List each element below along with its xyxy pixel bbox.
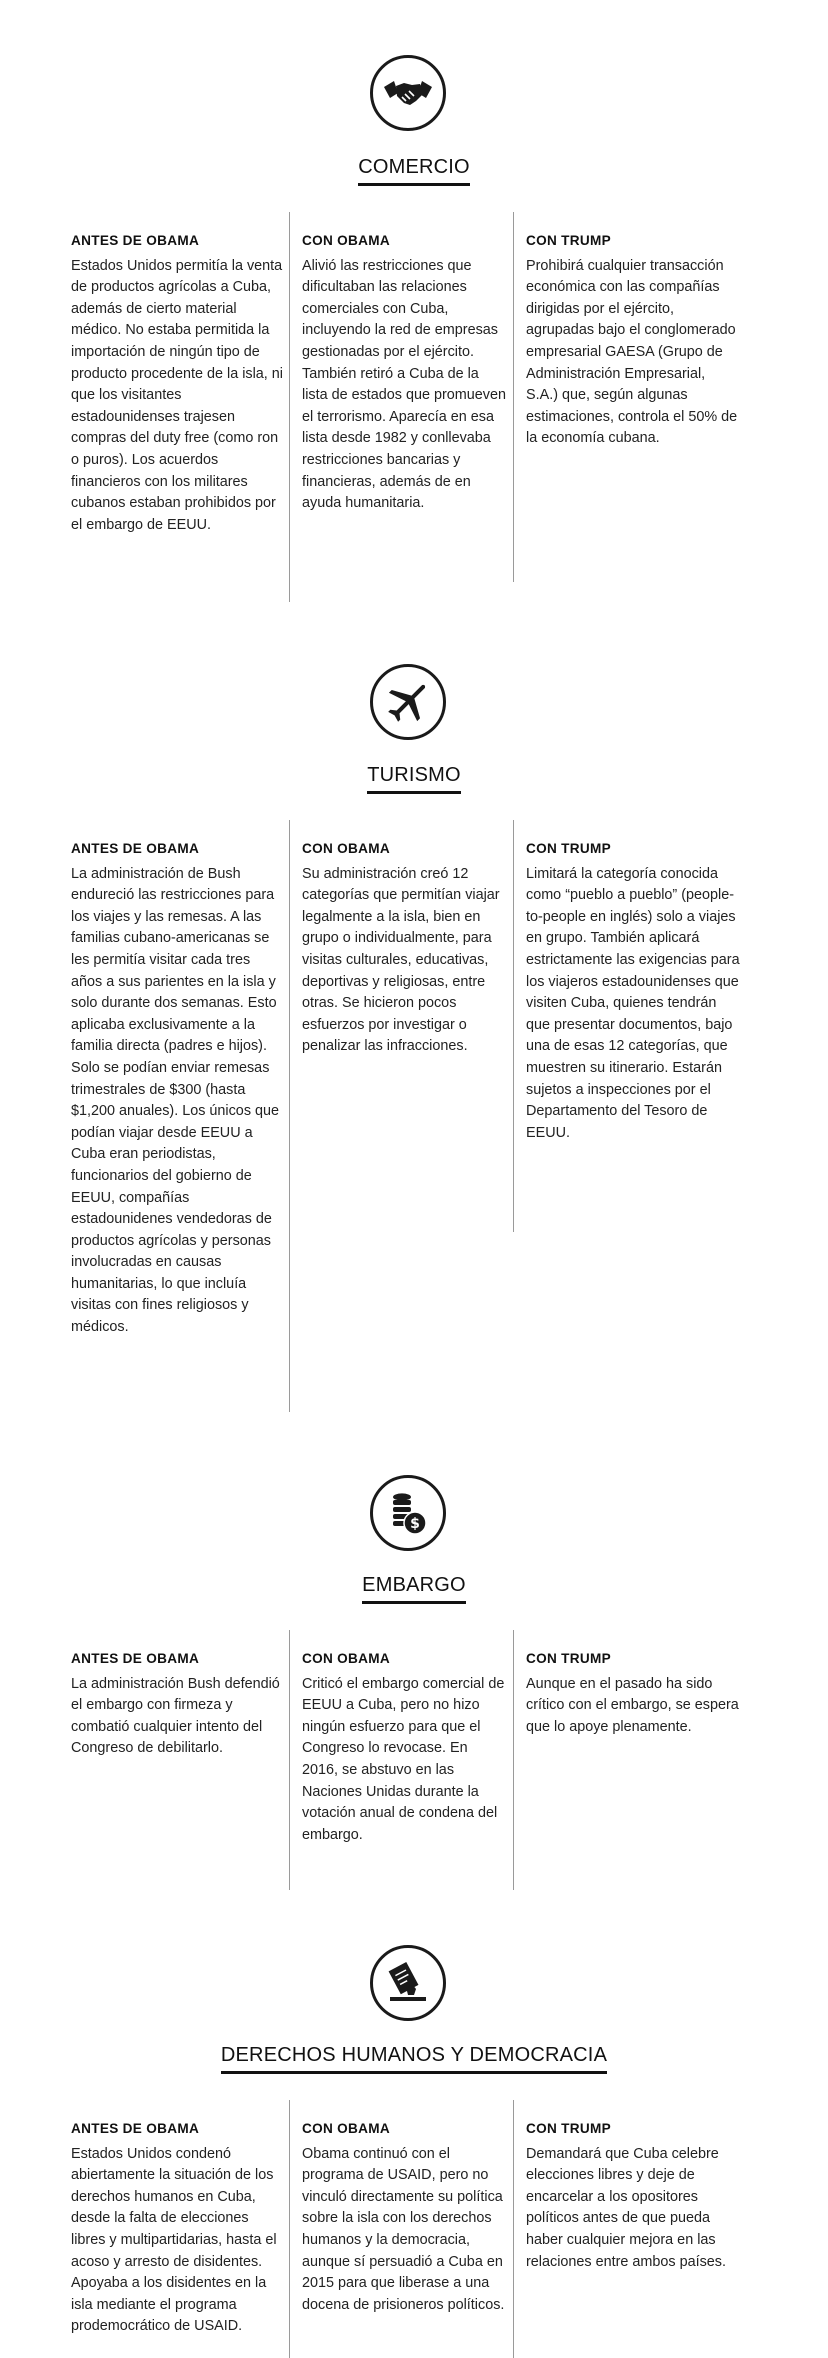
column-antes-de-obama xyxy=(71,838,285,1339)
column-text: Aunque en el pasado ha sido crítico con el embargo, se espera que lo apoye plenamente. xyxy=(526,1675,739,1735)
column-divider xyxy=(513,2100,514,2358)
svg-text:$: $ xyxy=(410,1516,420,1532)
column-heading: CON OBAMA xyxy=(302,841,391,856)
column-text: La administración Bush defendió el embargo con firmeza y combatió cualquier intento del Congreso de debilitarlo. xyxy=(71,1675,280,1757)
column-heading: ANTES DE OBAMA xyxy=(71,841,200,856)
airplane-icon xyxy=(370,664,446,740)
coins-dollar-icon xyxy=(370,1475,446,1551)
column-con-trump xyxy=(526,1648,740,1738)
column-divider xyxy=(513,1630,514,1890)
column-divider xyxy=(513,820,514,1232)
column-divider xyxy=(289,212,290,602)
column-con-obama xyxy=(302,230,507,515)
column-text: Alivió las restricciones que dificultaban las relaciones comerciales con Cuba, incluyendo la red de empresas gestionadas por el ejército. También retiró a Cuba de la lista de estados que promueven el terrorismo. Aparecía en esa lista desde 1982 y conllevaba restricciones bancarias y financieras, además de en ayuda humanitaria. xyxy=(302,257,506,512)
section-title: EMBARGO xyxy=(0,1574,828,1604)
column-divider xyxy=(289,2100,290,2358)
section-title: COMERCIO xyxy=(0,156,828,186)
section-title: DERECHOS HUMANOS Y DEMOCRACIA xyxy=(0,2044,828,2074)
column-con-trump xyxy=(526,838,740,1144)
column-text: Su administración creó 12 categorías que permitían viajar legalmente a la isla, bien en grupo o individualmente, para visitas culturales, educativas, deportivas y religiosas, entre otras. Se hicieron pocos esfuerzos por investigar o penalizar las infracciones. xyxy=(302,865,500,1055)
column-heading: CON TRUMP xyxy=(526,841,612,856)
column-con-obama xyxy=(302,838,507,1058)
column-con-trump xyxy=(526,2118,740,2273)
column-con-trump xyxy=(526,230,740,450)
column-heading: ANTES DE OBAMA xyxy=(71,2121,200,2136)
section-title: TURISMO xyxy=(0,764,828,794)
handshake-icon xyxy=(370,55,446,131)
column-antes-de-obama xyxy=(71,2118,285,2338)
ballot-box-icon xyxy=(370,1945,446,2021)
column-text: Estados Unidos permitía la venta de productos agrícolas a Cuba, además de cierto material médico. No estaba permitida la importación de ningún tipo de producto procedente de la isla, ni que los visitantes estadounidenses trajesen compras del duty free (como ron o puros). Los acuerdos financieros con los militares cubanos estaban prohibidos por el embargo de EEUU. xyxy=(71,257,284,533)
column-heading: CON TRUMP xyxy=(526,2121,612,2136)
column-heading: CON OBAMA xyxy=(302,2121,391,2136)
column-heading: CON OBAMA xyxy=(302,233,391,248)
column-con-obama xyxy=(302,2118,507,2316)
column-divider xyxy=(289,1630,290,1890)
column-text: Demandará que Cuba celebre elecciones libres y deje de encarcelar a los opositores políticos antes de que pueda haber cualquier mejora en las relaciones entre ambos países. xyxy=(526,2145,726,2270)
column-heading: CON TRUMP xyxy=(526,1651,612,1666)
column-antes-de-obama xyxy=(71,230,285,536)
column-heading: ANTES DE OBAMA xyxy=(71,1651,200,1666)
column-heading: ANTES DE OBAMA xyxy=(71,233,200,248)
column-text: Criticó el embargo comercial de EEUU a Cuba, pero no hizo ningún esfuerzo para que el Congreso lo revocase. En 2016, se abstuvo en las Naciones Unidas durante la votación anual de condena del embargo. xyxy=(302,1675,505,1843)
column-heading: CON OBAMA xyxy=(302,1651,391,1666)
column-antes-de-obama xyxy=(71,1648,285,1760)
column-divider xyxy=(289,820,290,1412)
column-divider xyxy=(513,212,514,582)
column-text: Prohibirá cualquier transacción económica con las compañías dirigidas por el ejército, agrupadas bajo el conglomerado empresarial GAESA (Grupo de Administración Empresarial, S.A.) que, según algunas estimaciones, controla el 50% de la economía cubana. xyxy=(526,257,738,447)
column-text: Estados Unidos condenó abiertamente la situación de los derechos humanos en Cuba, desde la falta de elecciones libres y multipartidarias, hasta el acoso y arresto de disidentes. Apoyaba a los disidentes en la isla mediante el programa prodemocrático de USAID. xyxy=(71,2145,277,2335)
column-con-obama xyxy=(302,1648,507,1846)
column-text: La administración de Bush endureció las restricciones para los viajes y las remesas. A las familias cubano-americanas se les permitía visitar cada tres años a sus parientes en la isla y solo durante dos semanas. Esto aplicaba exclusivamente a la familia directa (padres e hijos). Solo se podían enviar remesas trimestrales de $300 (hasta $1,200 anuales). Los únicos que podían viajar desde EEUU a Cuba eran periodistas, funcionarios del gobierno de EEUU, compañías estadounidenes vendedoras de productos agrícolas y personas involucradas en causas humanitarias, lo que incluía visitas con fines religiosos y médicos. xyxy=(71,865,280,1336)
column-heading: CON TRUMP xyxy=(526,233,612,248)
column-text: Obama continuó con el programa de USAID, pero no vinculó directamente su política sobre la isla con los derechos humanos y la democracia, aunque sí persuadió a Cuba en 2015 para que liberase a una docena de prisioneros políticos. xyxy=(302,2145,505,2313)
column-text: Limitará la categoría conocida como “pueblo a pueblo” (people-to-people en inglés) solo a viajes en grupo. También aplicará estrictamente las exigencias para los viajeros estadounidenses que visiten Cuba, quienes tendrán que presentar documentos, bajo una de esas 12 categorías, que muestren su itinerario. Estarán sujetos a inspecciones por el Departamento del Tesoro de EEUU. xyxy=(526,865,740,1141)
